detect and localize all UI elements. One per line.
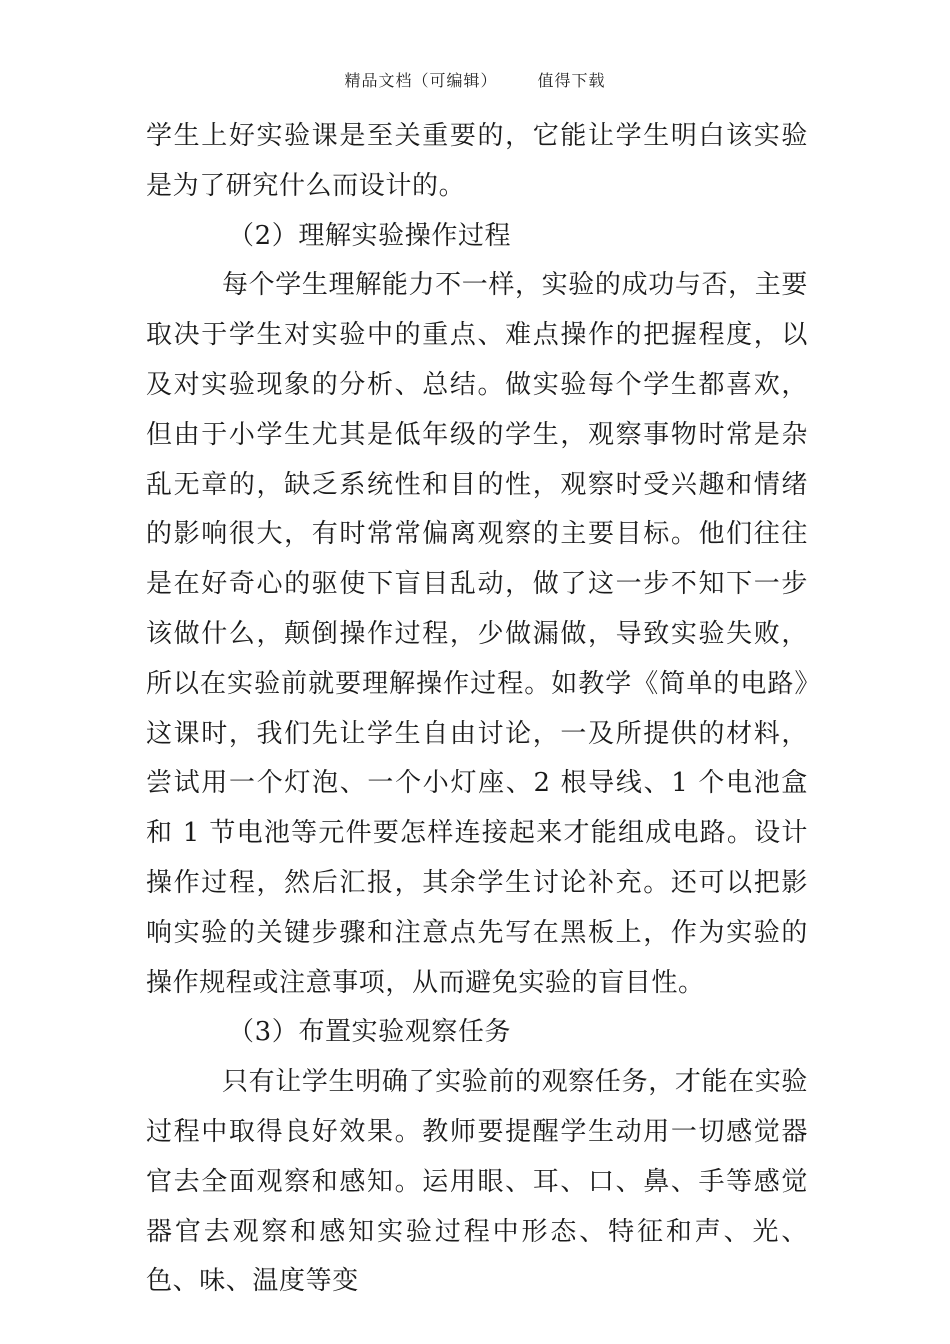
section-heading-2: （2）理解实验操作过程 <box>228 220 512 251</box>
paragraph-observation-task: 只有让学生明确了实验前的观察任务，才能在实验过程中取得良好效果。教师要提醒学生动用一切感觉器官去全面观察和感知。运用眼、耳、口、鼻、手等感觉器官去观察和感知实验过程中形态、特征和声、光、色、味、温度等变 <box>146 1067 808 1297</box>
header-left-text: 精品文档（可编辑） <box>344 71 498 90</box>
document-body <box>146 112 808 1307</box>
page-header <box>0 68 950 91</box>
paragraph-operation-process: 每个学生理解能力不一样，实验的成功与否，主要取决于学生对实验中的重点、难点操作的把握程度，以及对实验现象的分析、总结。做实验每个学生都喜欢，但由于小学生尤其是低年级的学生，观察事物时常是杂乱无章的，缺乏系统性和目的性，观察时受兴趣和情绪的影响很大，有时常常偏离观察的主要目标。他们往往是在好奇心的驱使下盲目乱动，做了这一步不知下一步该做什么，颠倒操作过程，少做漏做，导致实验失败，所以在实验前就要理解操作过程。如教学《简单的电路》这课时，我们先让学生自由讨论，一及所提供的材料，尝试用一个灯泡、一个小灯座、2 根导线、1 个电池盒和 1 节电池等元件要怎样连接起来才能组成电路。设计操作过程，然后汇报，其余学生讨论补充。还可以把影响实验的关键步骤和注意点先写在黑板上，作为实验的操作规程或注意事项，从而避免实验的盲目性。 <box>146 270 808 998</box>
header-right-text: 值得下载 <box>537 71 606 90</box>
paragraph-continuation: 学生上好实验课是至关重要的，它能让学生明白该实验是为了研究什么而设计的。 <box>146 121 808 201</box>
section-heading-3: （3）布置实验观察任务 <box>228 1017 512 1048</box>
